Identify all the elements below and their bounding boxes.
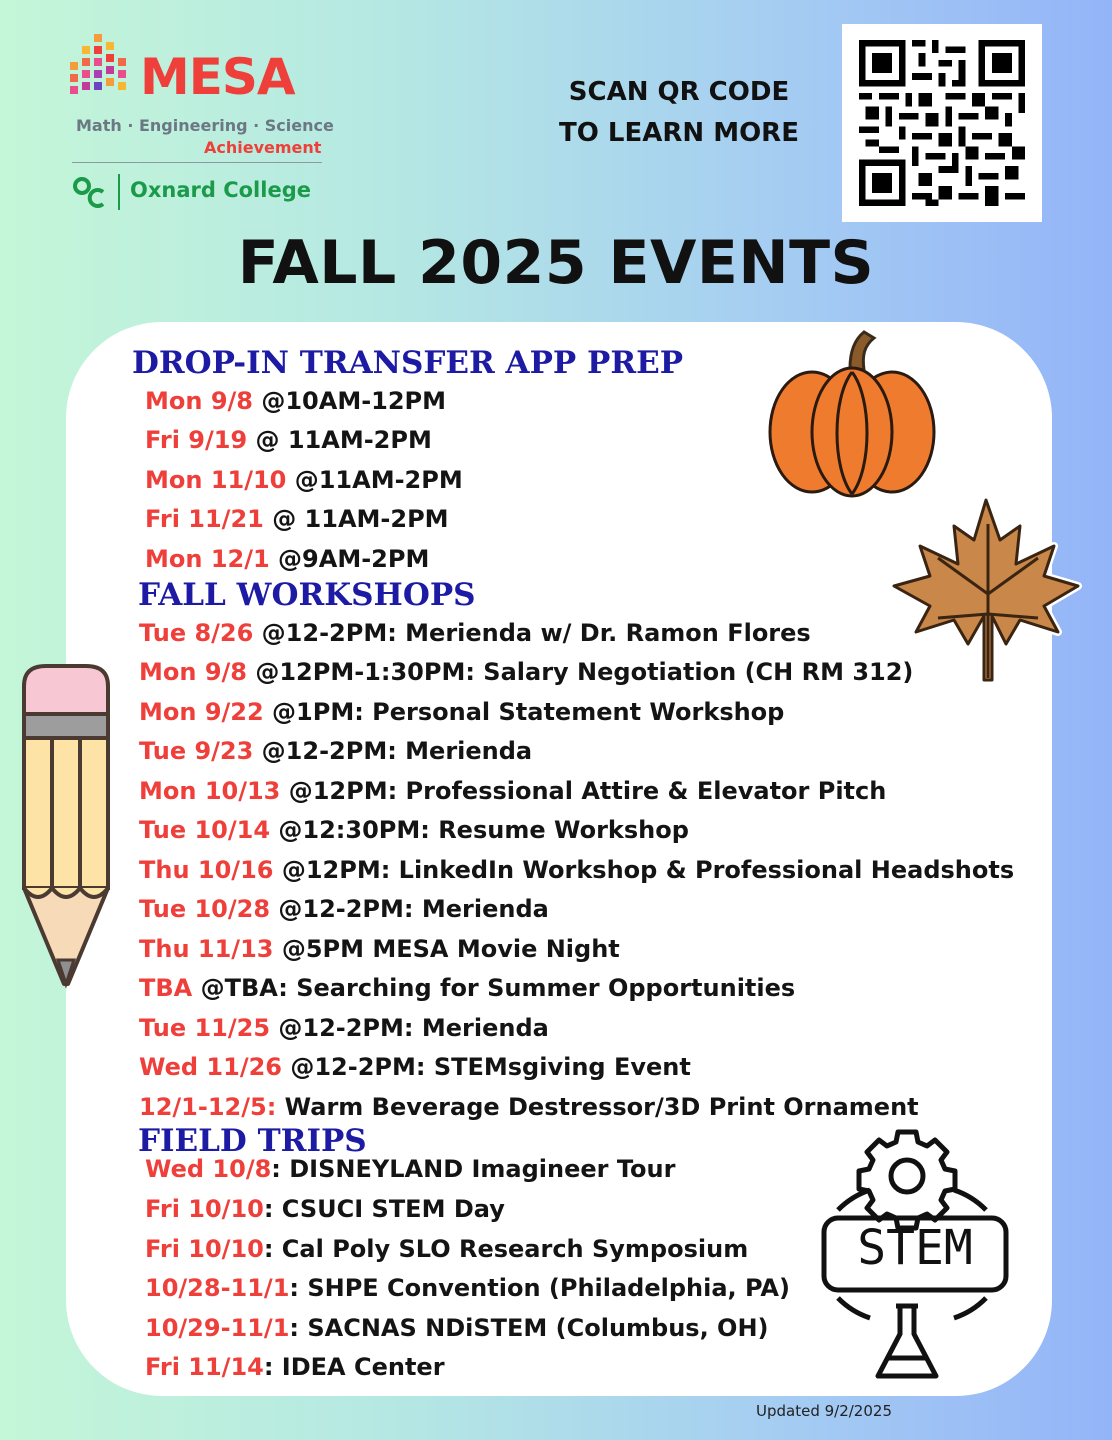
logo-divider: [72, 162, 322, 163]
list-item: Fri 10/10: Cal Poly SLO Research Symposium: [145, 1235, 749, 1263]
stem-label: STEM: [857, 1220, 973, 1276]
oxnard-college-oc-icon: [72, 176, 108, 208]
section-heading-transfer: DROP-IN TRANSFER APP PREP: [132, 345, 684, 381]
list-item: Mon 9/8 @10AM-12PM: [145, 387, 447, 415]
updated-date: Updated 9/2/2025: [756, 1402, 892, 1420]
list-item: Fri 11/14: IDEA Center: [145, 1353, 445, 1381]
list-item: Tue 9/23 @12-2PM: Merienda: [139, 737, 533, 765]
list-item: Thu 10/16 @12PM: LinkedIn Workshop & Professional Headshots: [139, 856, 1015, 884]
qr-code[interactable]: [842, 24, 1042, 222]
list-item: Tue 8/26 @12-2PM: Merienda w/ Dr. Ramon Flores: [139, 619, 811, 647]
mesa-building-icon: [68, 32, 130, 104]
list-item: Mon 10/13 @12PM: Professional Attire & Elevator Pitch: [139, 777, 887, 805]
list-item: Wed 10/8: DISNEYLAND Imagineer Tour: [145, 1155, 676, 1183]
pumpkin-icon: [766, 328, 938, 498]
mesa-logo: [68, 28, 338, 218]
list-item: Mon 11/10 @11AM-2PM: [145, 466, 463, 494]
mesa-tagline-achievement: Achievement: [204, 138, 322, 157]
maple-leaf-icon: [888, 494, 1084, 686]
page-title: FALL 2025 EVENTS: [237, 228, 875, 298]
oc-divider: [118, 174, 120, 210]
list-item: Mon 9/8 @12PM-1:30PM: Salary Negotiation (CH RM 312): [139, 658, 914, 686]
section-heading-workshops: FALL WORKSHOPS: [138, 577, 476, 613]
oxnard-college-name: Oxnard College: [130, 178, 311, 202]
qr-code-icon: [842, 24, 1042, 222]
list-item: Fri 9/19 @ 11AM-2PM: [145, 426, 432, 454]
mesa-wordmark: MESA: [140, 48, 295, 106]
list-item: Mon 9/22 @1PM: Personal Statement Workshop: [139, 698, 785, 726]
list-item: Mon 12/1 @9AM-2PM: [145, 545, 430, 573]
list-item: 10/29-11/1: SACNAS NDiSTEM (Columbus, OH): [145, 1314, 769, 1342]
list-item: 12/1-12/5: Warm Beverage Destressor/3D Print Ornament: [139, 1093, 919, 1121]
list-item: Tue 11/25 @12-2PM: Merienda: [139, 1014, 549, 1042]
list-item: Fri 10/10: CSUCI STEM Day: [145, 1195, 505, 1223]
qr-caption-line1: SCAN QR CODE: [568, 77, 790, 107]
list-item: Fri 11/21 @ 11AM-2PM: [145, 505, 449, 533]
list-item: Tue 10/14 @12:30PM: Resume Workshop: [139, 816, 689, 844]
section-heading-field-trips: FIELD TRIPS: [138, 1123, 367, 1159]
mesa-tagline: Math · Engineering · Science: [76, 116, 334, 135]
qr-caption: [545, 72, 813, 154]
pencil-icon: [18, 662, 114, 992]
list-item: Wed 11/26 @12-2PM: STEMsgiving Event: [139, 1053, 691, 1081]
list-item: 10/28-11/1: SHPE Convention (Philadelphia, PA): [145, 1274, 790, 1302]
list-item: TBA @TBA: Searching for Summer Opportunities: [139, 974, 796, 1002]
qr-caption-line2: TO LEARN MORE: [559, 118, 799, 148]
list-item: Tue 10/28 @12-2PM: Merienda: [139, 895, 549, 923]
list-item: Thu 11/13 @5PM MESA Movie Night: [139, 935, 620, 963]
